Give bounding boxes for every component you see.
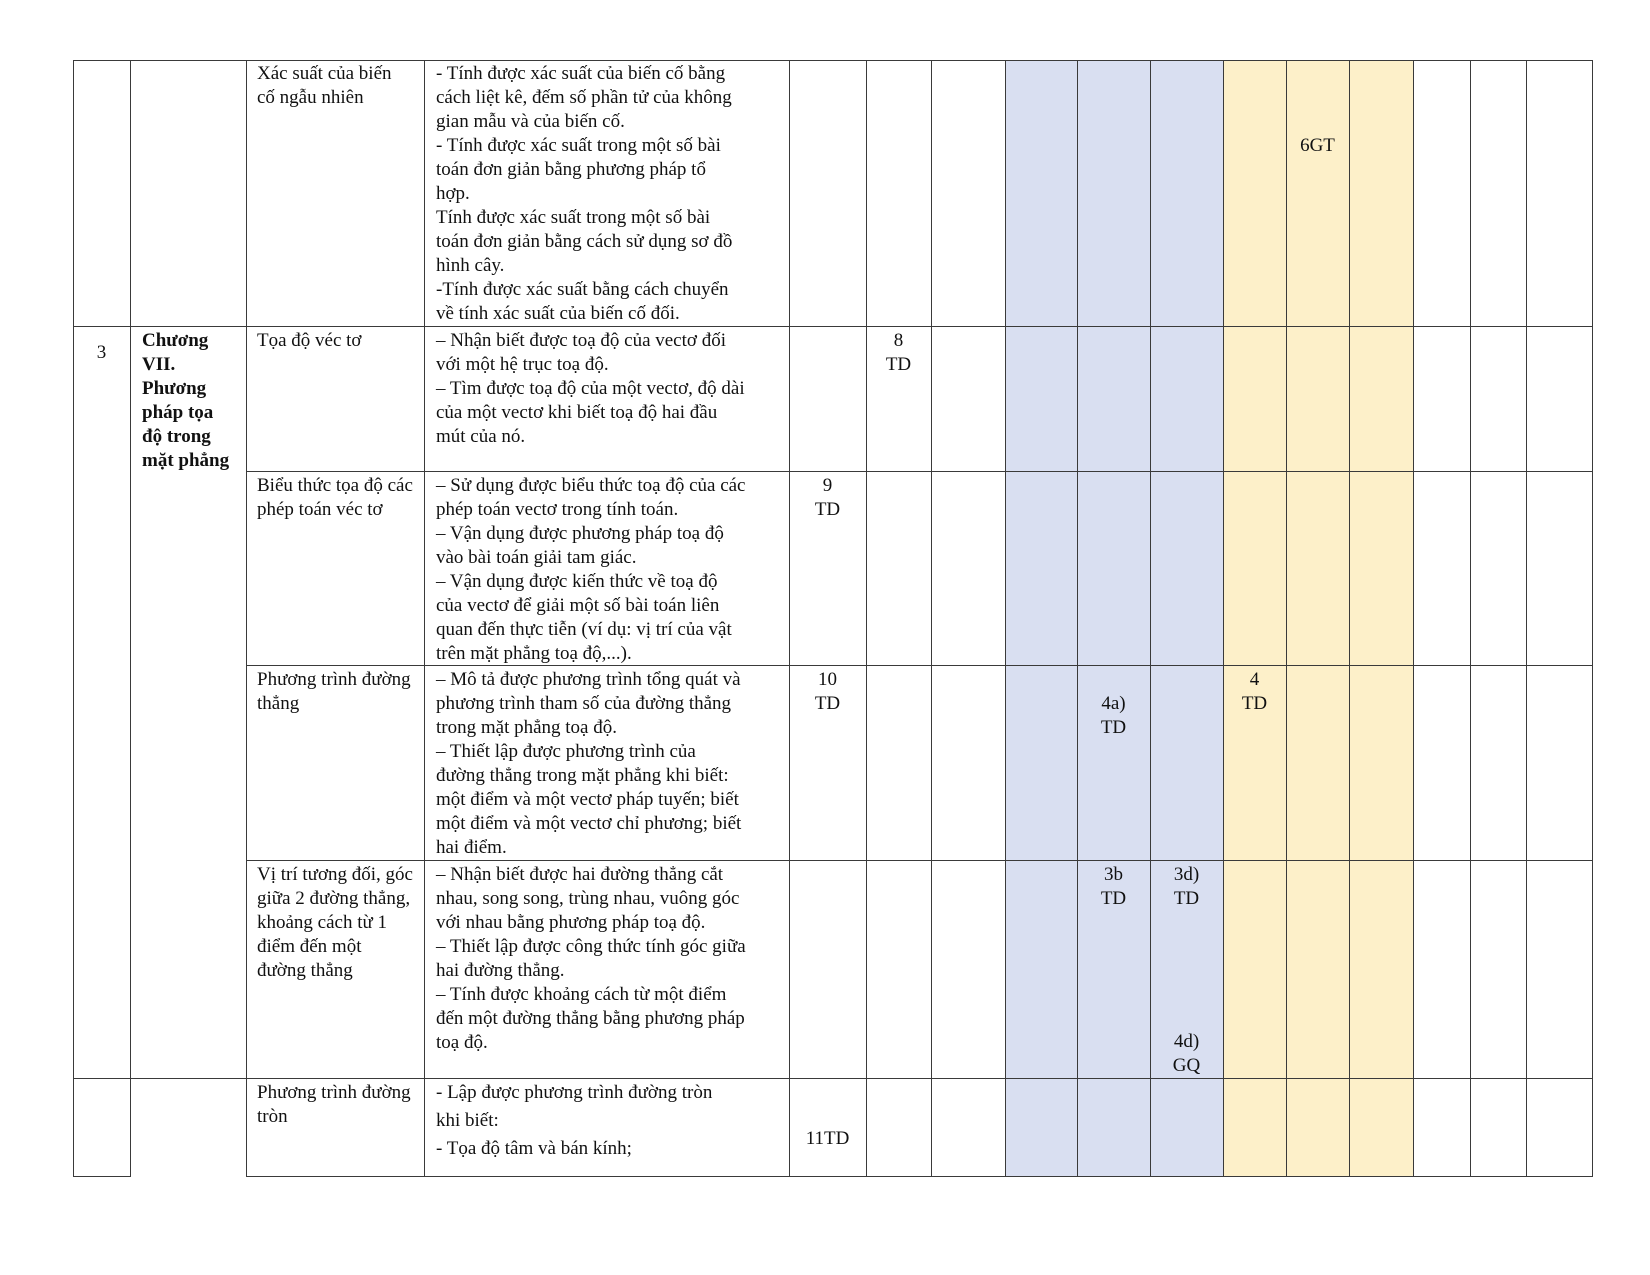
mark-cell: 4d) GQ [1172,1031,1201,1076]
topic-label: Xác suất của biến cố ngẫu nhiên [257,63,392,108]
requirements-text: - Tính được xác suất của biến cố bằng cách liệt kê, đếm số phần tử của không gian mẫu và của biến cố. - Tính được xác suất trong một số bài toán đơn giản bằng phương pháp tổ hợp. Tính được xác suất trong một số bài toán đơn giản bằng cách sử dụng sơ đồ hình cây. -Tính được xác suất bằng cách chuyển về tính xác suất của biến cố đối. [436,63,733,324]
mark-cell: 4 TD [1241,669,1268,714]
row-number: 3 [96,342,107,363]
requirements-text: – Nhận biết được hai đường thẳng cắt nhau, song song, trùng nhau, vuông góc với nhau bằng phương pháp toạ độ. – Thiết lập được công thức tính góc giữa hai đường thẳng. – Tính được khoảng cách từ một điểm đến một đường thẳng bằng phương pháp toạ độ. [436,864,746,1053]
mark-cell: 6GT [1300,135,1335,156]
mark-cell: 9 TD [814,475,841,520]
topic-label: Phương trình đường thẳng [257,669,411,714]
mark-cell: 8 TD [885,330,912,375]
mark-cell: 3b TD [1100,864,1127,909]
requirements-text: – Sử dụng được biểu thức toạ độ của các phép toán vectơ trong tính toán. – Vận dụng được phương pháp toạ độ vào bài toán giải tam giác. – Vận dụng được kiến thức về toạ độ của vectơ để giải một số bài toán liên quan đến thực tiễn (ví dụ: vị trí của vật trên mặt phẳng toạ độ,...). [436,475,746,664]
requirements-text: - Lập được phương trình đường tròn khi biết: - Tọa độ tâm và bán kính; [436,1082,713,1159]
topic-label: Phương trình đường tròn [257,1082,411,1127]
cognitive-band-yellow [1223,60,1413,1177]
cognitive-band-blue [1005,60,1223,1177]
mark-cell: 3d) TD [1173,864,1200,909]
chapter-title: Chương VII. Phương pháp tọa độ trong mặt phẳng [142,330,230,471]
requirements-text: – Nhận biết được toạ độ của vectơ đối với một hệ trục toạ độ. – Tìm được toạ độ của một vectơ, độ dài của một vectơ khi biết toạ độ hai đầu mút của nó. [436,330,745,447]
mark-cell: 10 TD [814,669,841,714]
topic-label: Tọa độ véc tơ [257,330,362,351]
mark-cell: 11TD [805,1128,850,1149]
topic-label: Biểu thức tọa độ các phép toán véc tơ [257,475,413,520]
topic-label: Vị trí tương đối, góc giữa 2 đường thẳng, khoảng cách từ 1 điểm đến một đường thẳng [257,864,413,981]
mark-cell: 4a) TD [1100,693,1127,738]
requirements-text: – Mô tả được phương trình tổng quát và phương trình tham số của đường thẳng trong mặt phẳng toạ độ. – Thiết lập được phương trình của đường thẳng trong mặt phẳng khi biết: một điểm và một vectơ pháp tuyến; biết một điểm và một vectơ chỉ phương; biết hai điểm. [436,669,742,858]
